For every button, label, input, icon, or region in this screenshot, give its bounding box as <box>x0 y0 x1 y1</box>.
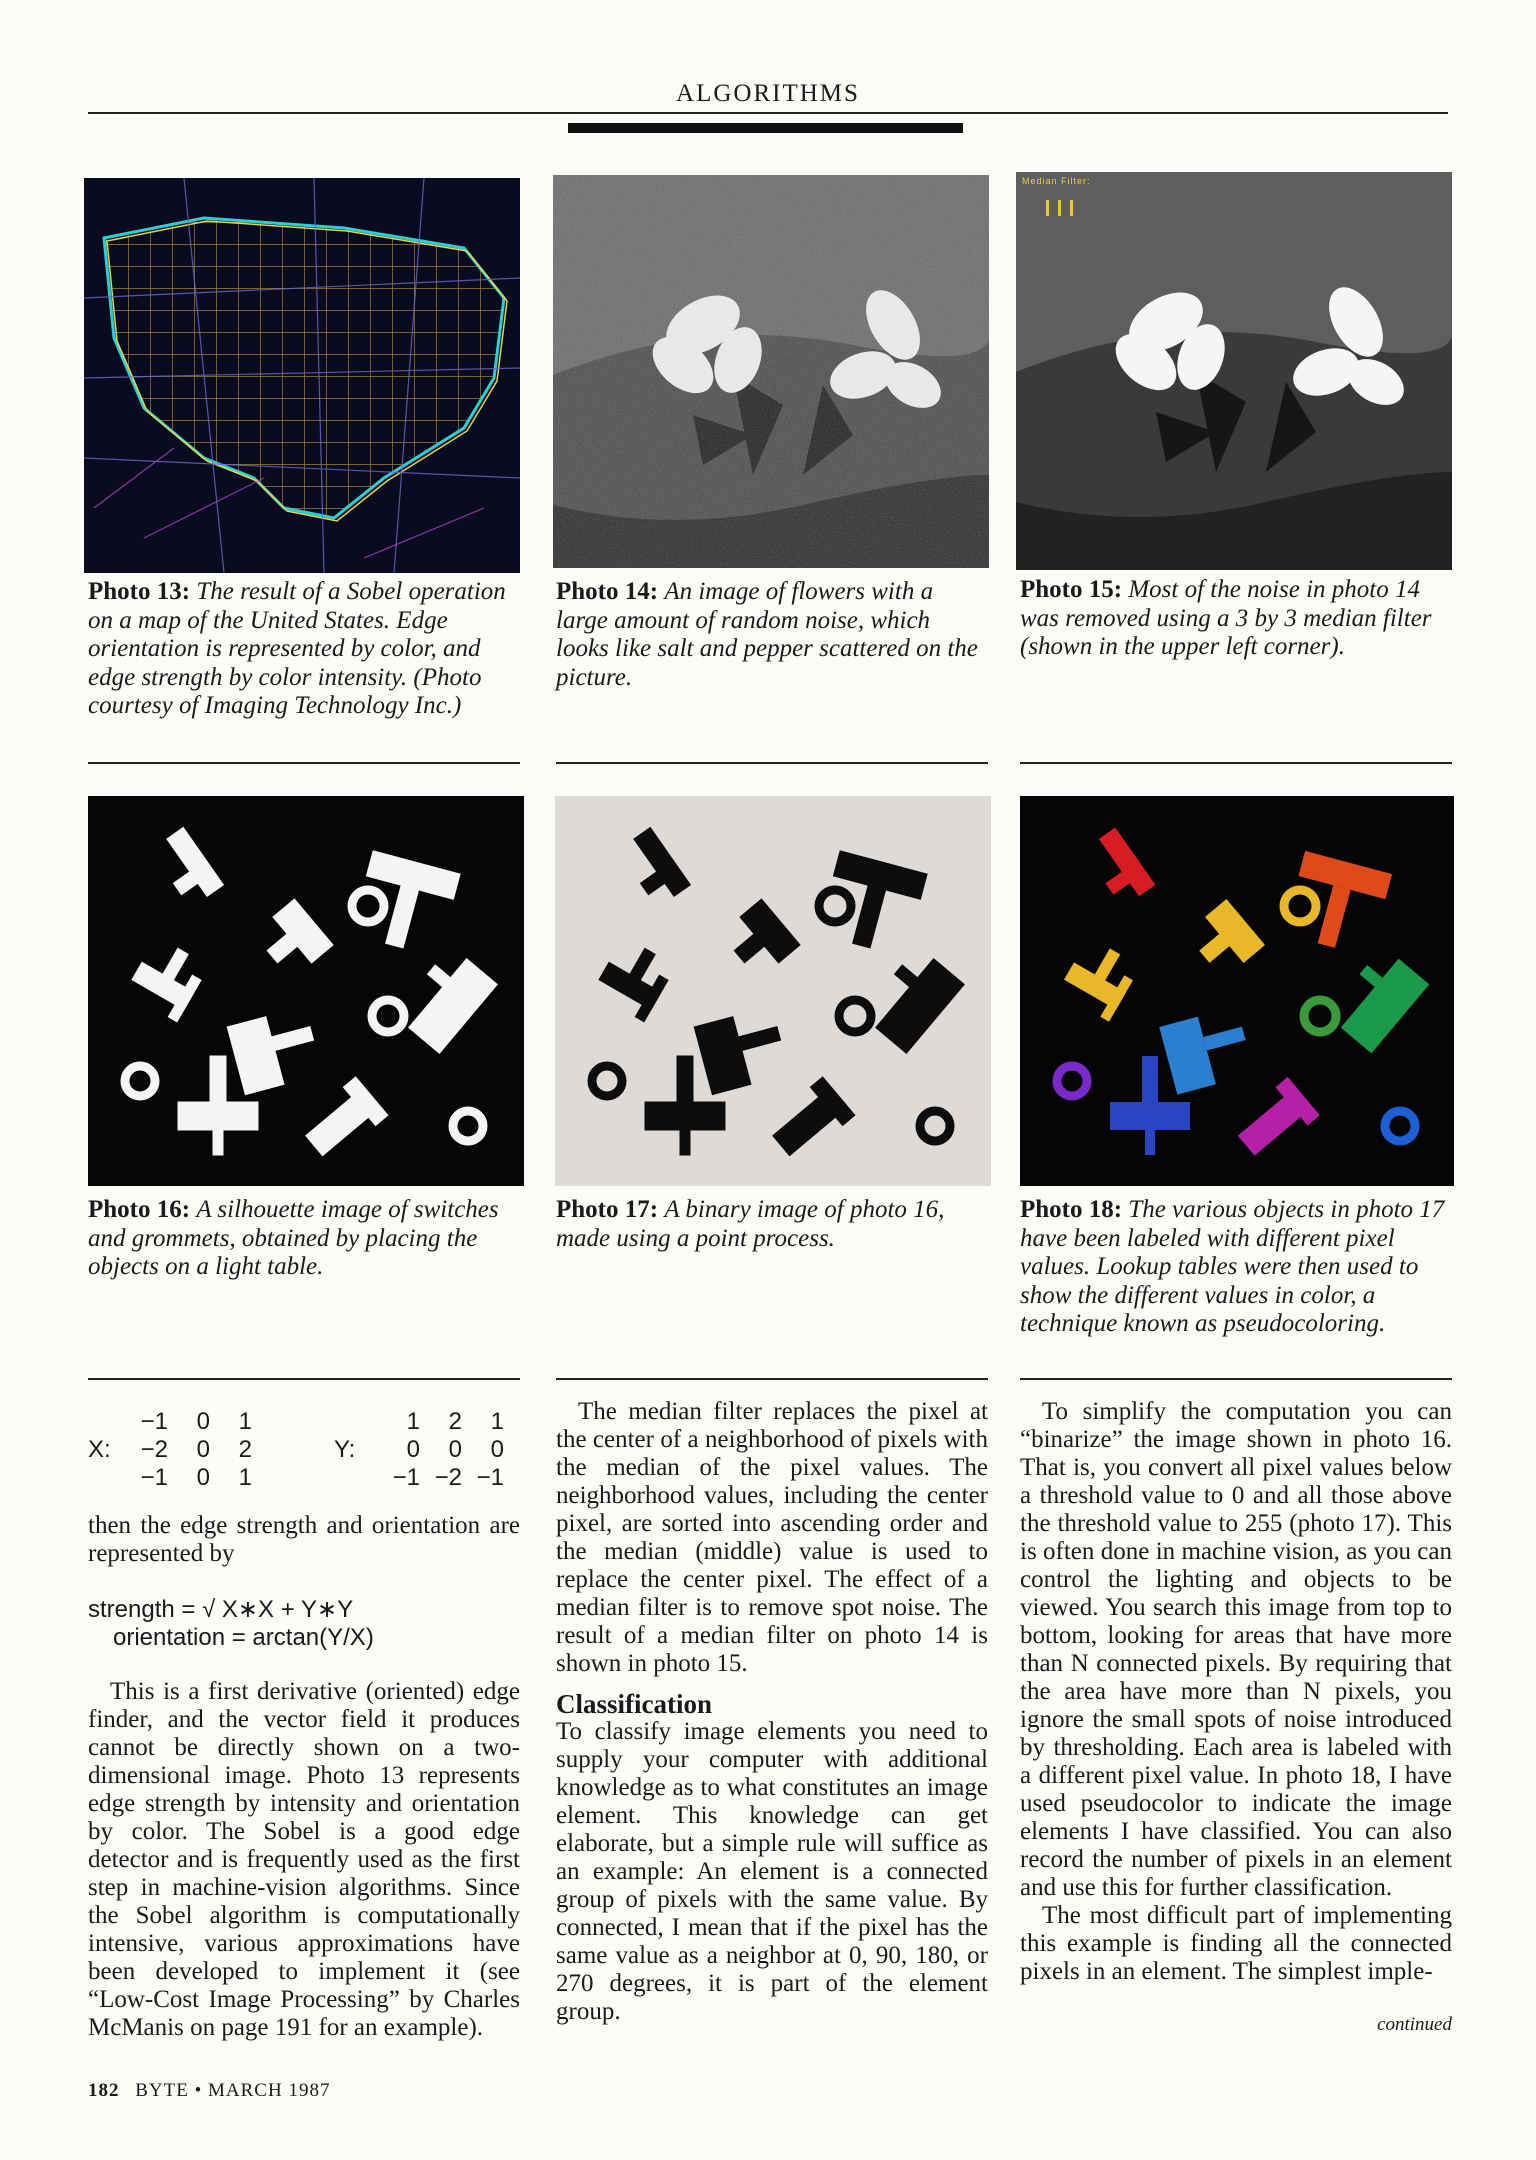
photo-15-median-filtered <box>1016 172 1452 570</box>
caption-photo-16 <box>88 1196 520 1282</box>
caption-photo-15 <box>1020 576 1452 662</box>
caption-text: The result of a Sobel operation on a map of the United States. Edge orientation is represented by color, and edge strength by color intensity. (Photo courtesy of Imaging Technology Inc.) <box>88 578 506 719</box>
rule <box>1020 1378 1452 1380</box>
orientation-label: orientation <box>113 1624 226 1651</box>
median-filter-overlay: Median Filter: <box>1022 176 1091 186</box>
section-heading-classification: Classification <box>556 1689 713 1719</box>
caption-label: Photo 18: <box>1020 1196 1123 1223</box>
caption-text: A silhouette image of switches and grommets, obtained by placing the objects on a light table. <box>88 1196 499 1280</box>
column-2-text <box>556 1398 988 2026</box>
strength-formula: = √ X∗X + Y∗Y <box>181 1596 354 1623</box>
x-kernel-label: X: <box>88 1436 111 1463</box>
photo-16-silhouette <box>88 796 524 1186</box>
sobel-kernels <box>88 1408 528 1498</box>
caption-photo-14 <box>556 578 988 692</box>
photo-18-pseudocolor <box>1020 796 1454 1186</box>
section-header: ALGORITHMS <box>676 80 860 107</box>
caption-photo-17 <box>556 1196 988 1253</box>
rule <box>556 762 988 764</box>
strength-label: strength <box>88 1596 175 1623</box>
x-kernel-matrix: −1 0 1 −2 0 2 −1 0 1 <box>140 1408 252 1491</box>
rule <box>88 1378 520 1380</box>
strength-formula-row <box>88 1596 520 1624</box>
caption-text: The various objects in photo 17 have been labeled with different pixel values. Lookup tables were then used to show the different values in color, a technique known as pseudocoloring. <box>1020 1196 1445 1337</box>
sobel-intro <box>88 1512 520 1568</box>
photo-17-binary <box>555 796 991 1186</box>
header-bar <box>568 123 963 133</box>
caption-label: Photo 17: <box>556 1196 659 1223</box>
sobel-formulas <box>88 1596 520 1652</box>
rule <box>556 1378 988 1380</box>
sobel-intro-text: then the edge strength and orientation are represented by <box>88 1512 520 1567</box>
column-3-text <box>1020 1398 1452 1986</box>
rule <box>88 762 520 764</box>
paragraph: The most difficult part of implementing this example is finding all the connected pixels in an element. The simplest imple- <box>1020 1902 1452 1985</box>
paragraph: To simplify the computation you can “binarize” the image shown in photo 16. That is, you convert all pixel values below a threshold value to 0 and all those above the threshold value to 255 (photo 17). This is often done in machine vision, as you can control the lighting and objects to be viewed. You search this image from top to bottom, looking for areas that have more than N connected pixels. By requiring that the area have more than N pixels, you ignore the small spots of noise introduced by thresholding. Each area is labeled with a different pixel value. In photo 18, I have used pseudocolor to indicate the image elements I have classified. You can also record the number of pixels in an element and use this for further classification. <box>1020 1398 1452 1901</box>
caption-photo-18 <box>1020 1196 1452 1339</box>
photo-13-sobel-map <box>84 178 520 573</box>
caption-photo-13 <box>88 578 518 721</box>
page-footer <box>88 2080 330 2102</box>
caption-text: An image of flowers with a large amount of random noise, which looks like salt and pepper scattered on the picture. <box>556 578 978 691</box>
column-1-text <box>88 1678 520 2042</box>
publication-info: BYTE • MARCH 1987 <box>135 2080 331 2101</box>
paragraph: This is a first derivative (oriented) edge finder, and the vector field it produces cannot be directly shown on a two-dimensional image. Photo 13 represents edge strength by intensity and orientation by color. The Sobel is a good edge detector and is frequently used as the first step in machine-vision algorithms. Since the Sobel algorithm is computationally intensive, various approximations have been developed to implement it (see “Low-Cost Image Processing” by Charles McManis on page 191 for an example). <box>88 1678 520 2041</box>
caption-text: A binary image of photo 16, made using a point process. <box>556 1196 945 1252</box>
paragraph: The median filter replaces the pixel at the center of a neighborhood of pixels with the median of the pixel values. The neighborhood values, including the center pixel, are sorted into ascending order and the median (middle) value is used to replace the center pixel. The effect of a median filter is to remove spot noise. The result of a median filter on photo 14 is shown in photo 15. <box>556 1398 988 1677</box>
orientation-formula: = arctan(Y/X) <box>231 1624 374 1651</box>
caption-label: Photo 13: <box>88 578 191 605</box>
y-kernel-label: Y: <box>334 1436 356 1463</box>
page-number: 182 <box>88 2080 120 2101</box>
caption-label: Photo 15: <box>1020 576 1123 603</box>
orientation-formula-row <box>88 1624 520 1652</box>
photo-14-noisy-flowers <box>553 175 989 568</box>
rule <box>1020 762 1452 764</box>
y-kernel-matrix: 1 2 1 0 0 0 −1 −2 −1 <box>392 1408 504 1491</box>
continued-label: continued <box>1377 2014 1452 2035</box>
caption-text: Most of the noise in photo 14 was removed using a 3 by 3 median filter (shown in the upper left corner). <box>1020 576 1432 660</box>
caption-label: Photo 16: <box>88 1196 191 1223</box>
caption-label: Photo 14: <box>556 578 659 605</box>
header-rule <box>88 112 1448 114</box>
paragraph: To classify image elements you need to supply your computer with additional knowledge as to what constitutes an image element. This knowledge can get elaborate, but a simple rule will suffice as an example: An element is a connected group of pixels with the same value. By connected, I mean that if the pixel has the same value as a neighbor at 0, 90, 180, or 270 degrees, it is part of the element group. <box>556 1718 988 2025</box>
